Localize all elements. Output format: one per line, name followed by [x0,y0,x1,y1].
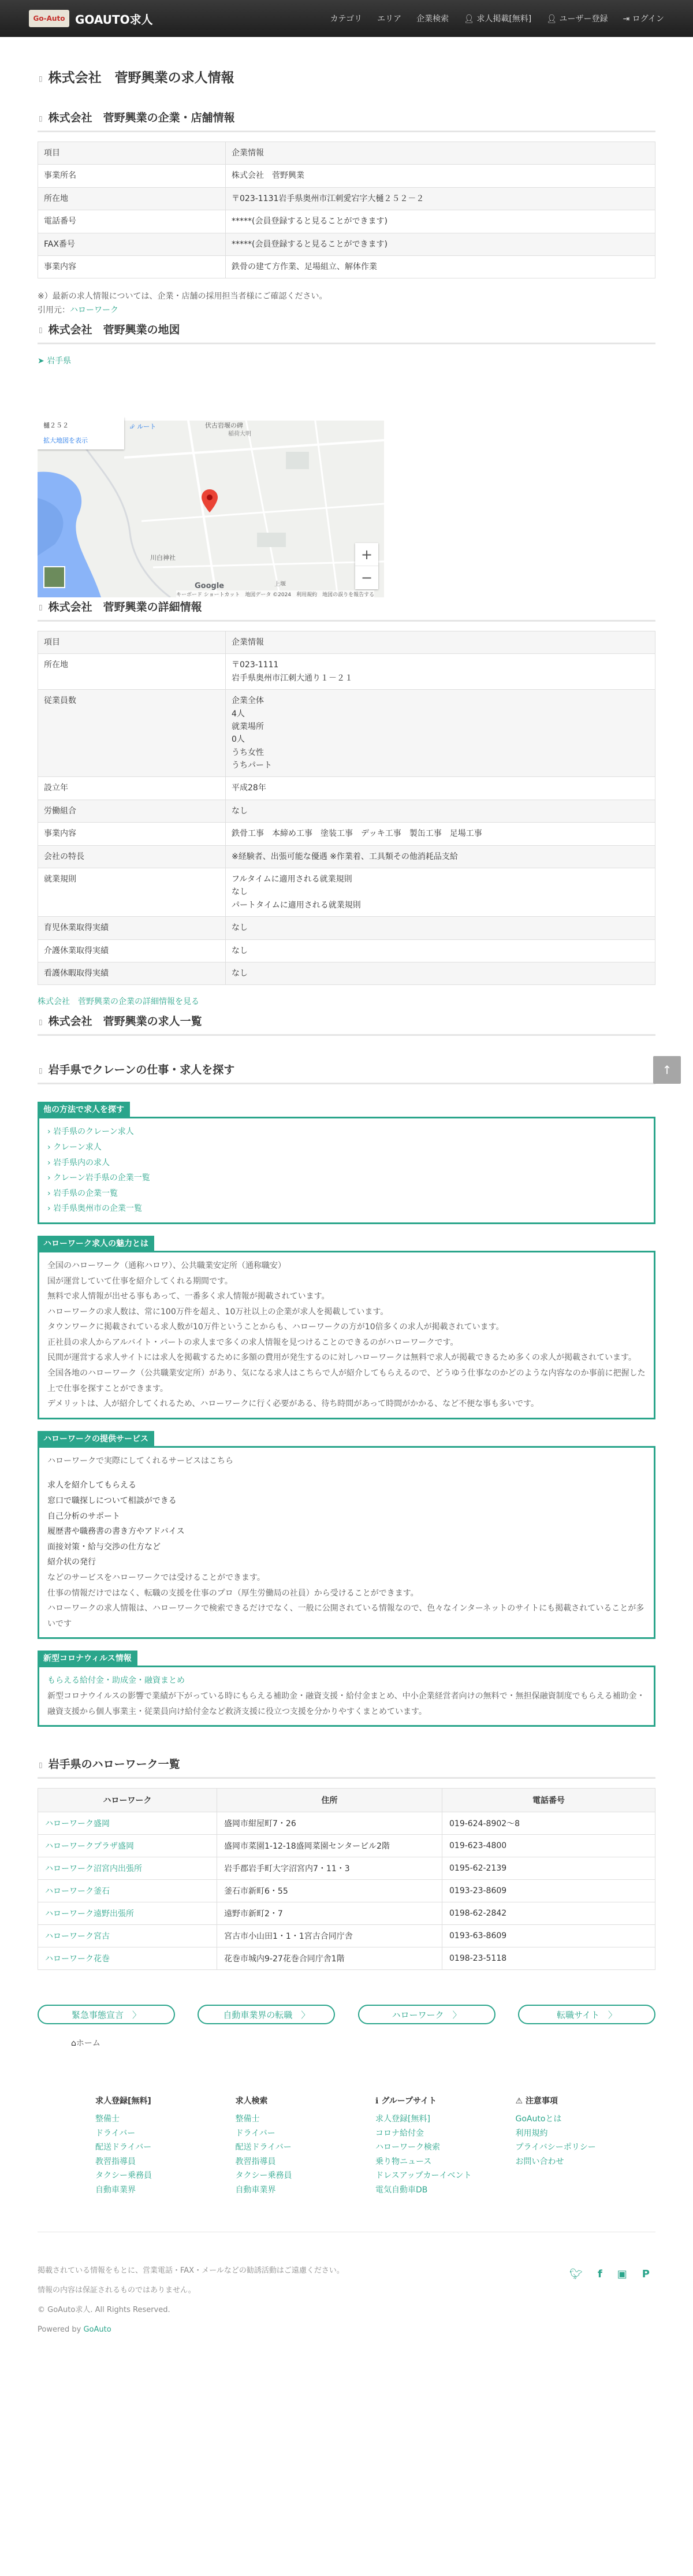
info-icon: ℹ [375,2097,382,2106]
row-key: 所在地 [38,187,226,210]
row-value-line: なし [232,946,248,956]
row-key: 会社の特長 [38,845,226,868]
nav-user-register[interactable]: 👤︎ ユーザー登録 [546,14,608,24]
row-value: 鉄骨の建て方作業、足場組立、解体作業 [226,255,655,278]
row-value [226,917,655,939]
table-row [38,631,655,653]
logo-image: Go-Auto [29,10,69,27]
row-key: 事業内容 [38,823,226,845]
hellowork-phone: 0195-62-2139 [442,1857,655,1880]
footer-link[interactable]: 求人登録[無料] [375,2114,430,2124]
footer-link[interactable]: ドレスアップカーイベント [375,2171,472,2181]
chevron-right-icon: › [47,1188,54,1198]
row-value-line: 4人 [232,709,245,719]
hellowork-link[interactable]: ハローワーク花巻 [45,1954,110,1964]
service-line: などのサービスをハローワークでは受けることができます。 [47,1573,265,1583]
footer-link[interactable]: ハローワーク検索 [375,2143,440,2153]
appeal-box [38,1251,655,1419]
source-link[interactable]: ハローワーク [70,306,118,315]
table-row [38,868,655,917]
appeal-line: 国が運営していて仕事を紹介してくれる期間です。 [47,1276,233,1286]
other-method-link[interactable]: › 岩手県のクレーン求人 [47,1127,134,1137]
row-key: 育児休業取得実績 [38,917,226,939]
table-row [38,1880,655,1902]
hellowork-link[interactable]: ハローワーク釜石 [45,1887,110,1897]
footer-link[interactable]: 自動車業界 [95,2185,136,2195]
source-note: 引用元：ハローワーク [38,306,118,315]
row-value [226,939,655,962]
breadcrumb [38,2037,655,2049]
row-value: 〒023-1131岩手県奥州市江刺愛宕字大樋２５２－２ [226,187,655,210]
hellowork-name-cell [38,1835,217,1857]
hellowork-name-cell [38,1925,217,1947]
service-item: 窓口で職探しについて相談ができる [47,1496,177,1506]
map-section-title: ▯ 株式会社 菅野興業の地図 [38,321,655,344]
chevron-right-icon: › [47,1204,54,1214]
table-row [38,917,655,939]
scroll-top-button[interactable] [653,1056,681,1084]
appeal-line: タウンワークに掲載されている求人数が10万件ということからも、ハローワークの方が10倍多くの求人が掲載されています。 [47,1322,504,1332]
footer-link[interactable]: GoAutoとは [515,2114,562,2124]
row-value: *****(会員登録すると見ることができます) [226,210,655,233]
table-row [38,654,655,690]
row-value: 企業情報 [226,142,655,165]
hellowork-link[interactable]: ハローワーク遠野出張所 [45,1909,134,1919]
service-box [38,1446,655,1640]
appeal-line: 無料で求人情報が出せる事もあって、一番多く求人情報が掲載されています。 [47,1292,330,1302]
row-value [226,690,655,777]
row-value [226,777,655,800]
site-logo[interactable] [29,10,153,27]
other-method-link[interactable]: › クレーン求人 [47,1142,102,1152]
table-row [38,939,655,962]
corona-text: 新型コロナウイルスの影響で業績が下がっている時にもらえる補助金・融資支援・給付金まとめ、中小企業経営者向けの無料で・無担保融資制度でもらえる補助金・融資支援から個人事業主・従業員向け給付金など救済支援に役立つ支援を分かりやすくまとめています。 [47,1691,645,1716]
row-value-line: なし [232,806,248,816]
nav-post-job[interactable]: 👤︎ 求人掲載[無料] [464,14,532,24]
table-row [38,777,655,800]
row-value-line: フルタイムに適用される就業規則 [232,875,352,884]
row-key: 設立年 [38,777,226,800]
corona-block [38,1651,655,1727]
chevron-right-icon: › [47,1127,54,1137]
column-header: 住所 [217,1789,442,1812]
footer-column [516,2095,656,2197]
detail-section-title: ▯ 株式会社 菅野興業の詳細情報 [38,599,655,622]
footer-column [95,2095,236,2197]
row-value [226,962,655,984]
footer-column-title: 求人検索 [235,2097,268,2106]
footer-link[interactable]: お問い合わせ [515,2157,564,2166]
logo-text: GOAUTO求人 [75,12,153,27]
footer-link[interactable]: 乗り物ニュース [375,2157,432,2166]
row-value-line: ※経験者、出張可能な優遇 ※作業着、工具類その他消耗品支給 [232,852,458,861]
row-value-line: なし [232,887,248,897]
hellowork-name-cell [38,1902,217,1925]
row-key: 介護休業取得実績 [38,939,226,962]
footer-link[interactable]: タクシー乗務員 [95,2171,152,2181]
row-value [226,845,655,868]
row-value-line: なし [232,923,248,933]
related-link-button[interactable]: 自動車業界の転職 〉 [198,2005,335,2024]
row-value [226,823,655,845]
nav-category[interactable]: カテゴリ [330,14,363,24]
powered-by: Powered by GoAuto [38,2325,111,2334]
breadcrumb-home[interactable]: ホーム [76,2039,100,2049]
footer-link[interactable]: タクシー乗務員 [235,2171,292,2181]
footer-link[interactable]: 教習指導員 [95,2157,136,2166]
hellowork-address: 釜石市新町6・55 [217,1880,442,1902]
service-item: 面接対策・給与交渉の仕方など [47,1542,161,1552]
hellowork-link[interactable]: ハローワークプラザ盛岡 [45,1842,134,1852]
table-row [38,1902,655,1925]
hellowork-address: 遠野市新町2・7 [217,1902,442,1925]
detail-more-link[interactable]: 株式会社 菅野興業の企業の詳細情報を見る [38,997,199,1007]
row-value-line: うちパート [232,761,272,771]
hellowork-phone: 0193-23-8609 [442,1880,655,1902]
service-line: 仕事の情報だけではなく、転職の支援を仕事のプロ（厚生労働局の社員）から受けることができます。 [47,1588,419,1598]
hellowork-link[interactable]: ハローワーク盛岡 [45,1819,110,1829]
row-key: 項目 [38,142,226,165]
footer-column-title: ℹ グループサイト [375,2097,437,2106]
row-key: 従業員数 [38,690,226,777]
row-value-line: なし [232,968,248,978]
warning-icon: ⚠ [515,2097,526,2106]
corona-box [38,1666,655,1727]
row-value [226,631,655,653]
instagram-icon[interactable]: ▣ [617,2268,627,2281]
related-link-button[interactable]: 緊急事態宣言 〉 [38,2005,175,2024]
zoom-in-icon[interactable]: + [360,546,373,563]
map-place-label: 稲荷大明 [228,430,251,437]
appeal-title: ハローワーク求人の魅力とは [38,1236,154,1251]
page-title: ▯ 株式会社 菅野興業の求人情報 [38,67,655,86]
row-value-line: うち女性 [232,748,264,757]
hellowork-link[interactable]: ハローワーク沼宮内出張所 [45,1864,142,1874]
related-link-button[interactable]: 転職サイト 〉 [518,2005,655,2024]
map-place-label: 伏古岩堰の碑 [205,421,243,429]
row-value-line: 0人 [232,735,245,745]
user-icon: 👤︎ [546,14,560,24]
row-value: 株式会社 菅野興業 [226,165,655,187]
route-icon: ⮵ [130,422,135,430]
service-item: 履歴書や職務書の書き方やアドバイス [47,1527,185,1537]
row-value-line: 鉄骨工事 本締め工事 塗装工事 デッキ工事 製缶工事 足場工事 [232,829,482,839]
jobs-section-title: ▯ 株式会社 菅野興業の求人一覧 [38,1013,655,1036]
hellowork-phone: 0198-23-5118 [442,1947,655,1970]
footer-column-title: ⚠ 注意事項 [515,2097,558,2106]
service-line: ハローワークの求人情報は、ハローワークで検索できるだけでなく、一般に公開されている情報なので、色々なインターネットのサイトにも掲載されていることが多いです [47,1604,644,1629]
footer-column-title: 求人登録[無料] [95,2097,151,2106]
table-row [38,142,655,165]
appeal-line: 民間が運営する求人サイトには求人を掲載するために多額の費用が発生するのに対しハローワークは無料で求人が掲載できるため多くの求人が掲載されています。 [47,1353,636,1363]
zoom-controls [355,543,378,589]
row-value-line: 企業全体 [232,696,264,706]
company-section-title: ▯ 株式会社 菅野興業の企業・店舗情報 [38,109,655,132]
google-map[interactable] [38,417,384,597]
row-key: 事業内容 [38,255,226,278]
chevron-right-icon: › [47,1158,54,1168]
hellowork-phone: 019-623-4800 [442,1835,655,1857]
location-row [38,355,655,366]
row-key: FAX番号 [38,233,226,255]
service-item: 求人を紹介してもらえる [47,1481,136,1490]
other-method-link[interactable]: › 岩手県奥州市の企業一覧 [47,1204,143,1214]
column-header: ハローワーク [38,1789,217,1812]
footer-link[interactable]: 配送ドライバー [235,2143,292,2153]
row-value-line: 岩手県奥州市江刺大通り１－２１ [232,673,353,683]
footer-links [38,2095,655,2197]
footer-link[interactable]: 利用規約 [515,2128,548,2138]
facebook-icon[interactable]: f [597,2268,602,2281]
appeal-line: 正社員の求人からアルバイト・パートの求人まで多くの求人情報を見つけることのできるのがハローワークです。 [47,1337,459,1347]
hellowork-name-cell [38,1857,217,1880]
pinterest-icon[interactable]: P [642,2268,650,2281]
row-value-line: 企業情報 [232,637,264,647]
login-icon: ⇥ [623,14,632,24]
appeal-line: 全国のハローワーク（通称ハロワ）、公共職業安定所（通称職安） [47,1261,286,1270]
table-row [38,187,655,210]
disclaimer-note: ※）最新の求人情報については、企業・店舗の採用担当者様にご確認ください。 [38,292,327,302]
other-methods-box [38,1117,655,1224]
row-key: 看護休暇取得実績 [38,962,226,984]
home-icon: ⌂ [71,2039,76,2049]
footer-bottom [38,2232,655,2339]
service-intro: ハローワークで実際にしてくれるサービスはこちら [47,1456,233,1466]
row-key: 労働組合 [38,800,226,822]
route-link[interactable]: ⮵ ルート [130,422,157,430]
row-value: *****(会員登録すると見ることができます) [226,233,655,255]
row-value [226,868,655,917]
other-method-link[interactable]: › 岩手県の企業一覧 [47,1188,118,1198]
nav-login[interactable]: ⇥ ログイン [623,14,664,24]
footer-disclaimer: 掲載されている情報をもとに、営業電話・FAX・メールなどの勧誘活動はご遠慮ください。 [38,2266,344,2276]
corona-link[interactable]: もらえる給付金・助成金・融資まとめ [47,1676,185,1686]
table-row [38,823,655,845]
hellowork-address: 花巻市城内9-27花巻合同庁舎1階 [217,1947,442,1970]
row-value-line: 〒023-1111 [232,660,279,670]
chevron-right-icon: › [47,1173,54,1183]
hellowork-phone: 0198-62-2842 [442,1902,655,1925]
table-row [38,690,655,777]
zoom-out-icon[interactable]: − [355,566,378,589]
row-value-line: 就業場所 [232,722,264,731]
footer-link[interactable]: ドライバー [95,2128,136,2138]
footer-link[interactable]: 電気自動車DB [375,2185,428,2195]
table-row [38,1857,655,1880]
other-method-link[interactable]: › クレーン岩手県の企業一覧 [47,1173,150,1183]
hellowork-address: 盛岡市菜園1-12-18盛岡菜園センタービル2階 [217,1835,442,1857]
map-place-label: 上堰 [274,581,286,588]
footer-link[interactable]: 整備士 [95,2114,120,2124]
row-value-line: 平成28年 [232,783,266,793]
map-marker-icon[interactable] [202,489,218,512]
row-key: 就業規則 [38,868,226,917]
main-nav [330,13,664,24]
map-info-card: 樋２５２ 拡大地図を表示 [38,417,124,449]
table-row [38,962,655,984]
table-row [38,210,655,233]
table-row [38,1812,655,1835]
nav-area[interactable]: エリア [377,14,402,24]
row-key: 電話番号 [38,210,226,233]
footer-column [375,2095,516,2197]
user-icon: 👤︎ [464,14,477,24]
table-row [38,1947,655,1970]
nav-company-search[interactable]: 企業検索 [416,14,449,24]
search-section-title: ▯ 岩手県でクレーンの仕事・求人を探す [38,1061,655,1084]
chevron-right-icon: › [47,1142,54,1152]
footer-link[interactable]: 自動車業界 [235,2185,276,2195]
service-item: 自己分析のサポート [47,1511,120,1521]
hellowork-name-cell [38,1947,217,1970]
hellowork-section-title: ▯ 岩手県のハローワーク一覧 [38,1756,655,1779]
hellowork-table [38,1788,655,1970]
twitter-icon[interactable]: 🐦︎ [569,2268,583,2281]
row-key: 項目 [38,631,226,653]
detail-info-table [38,631,655,985]
hellowork-name-cell [38,1812,217,1835]
company-info-table [38,142,655,278]
appeal-line: 全国各地のハローワーク（公共職業安定所）があり、気になる求人はこちらで人が紹介してもらえるので、どうゆう仕事なのかどのような内容なのか事前に把握した上で仕事を探すことができます。 [47,1369,646,1393]
table-row [38,255,655,278]
corona-title: 新型コロナウィルス情報 [38,1651,137,1666]
table-row [38,1925,655,1947]
hellowork-phone: 0193-63-8609 [442,1925,655,1947]
other-methods-title: 他の方法で求人を探す [38,1102,130,1117]
table-row [38,845,655,868]
site-header [0,0,693,37]
table-row [38,800,655,822]
footer-link[interactable]: コロナ給付金 [375,2128,424,2138]
hellowork-name-cell [38,1880,217,1902]
row-key: 所在地 [38,654,226,690]
satellite-toggle[interactable] [43,566,65,588]
footer-link[interactable]: プライバシーポリシー [515,2143,596,2153]
footer-link[interactable]: 配送ドライバー [95,2143,152,2153]
appeal-block [38,1236,655,1419]
copyright: © GoAuto求人. All Rights Reserved. [38,2305,170,2314]
powered-link[interactable]: GoAuto [83,2325,111,2334]
table-row [38,165,655,187]
row-value-line: パートタイムに適用される就業規則 [232,900,361,910]
enlarge-map-link[interactable]: 拡大地図を表示 [43,436,88,444]
row-value [226,654,655,690]
social-links [569,2261,650,2288]
footer-link[interactable]: 教習指導員 [235,2157,276,2166]
service-item: 紹介状の発行 [47,1558,96,1567]
arrow-up-icon: ↑ [662,1063,672,1077]
footer-link[interactable]: ドライバー [235,2128,275,2138]
service-block [38,1431,655,1640]
appeal-line: ハローワークの求人数は、常に100万件を超え、10万社以上の企業が求人を掲載しています。 [47,1307,389,1317]
table-row [38,1835,655,1857]
footer-disclaimer-2: 情報の内容は保証されるものではありません。 [38,2285,196,2295]
footer-link[interactable]: 整備士 [235,2114,260,2124]
service-title: ハローワークの提供サービス [38,1431,154,1446]
map-footer: キーボード ショートカット 地図データ ©2024 利用規約 地図の誤りを報告する [176,590,374,597]
related-link-button[interactable]: ハローワーク 〉 [358,2005,495,2024]
footer-column [236,2095,376,2197]
appeal-line: デメリットは、人が紹介してくれるため、ハローワークに行く必要がある、待ち時間があって時間がかかる、など不便な事も多いです。 [47,1399,539,1409]
map-place-label: 川白神社 [150,553,176,562]
table-row [38,233,655,255]
row-key: 事業所名 [38,165,226,187]
other-method-link[interactable]: › 岩手県内の求人 [47,1158,110,1168]
column-header: 電話番号 [442,1789,655,1812]
google-logo: Google [195,581,225,590]
hellowork-address: 岩手郡岩手町大字沼宮内7・11・3 [217,1857,442,1880]
hellowork-link[interactable]: ハローワーク宮古 [45,1932,110,1942]
hellowork-address: 盛岡市紺屋町7・26 [217,1812,442,1835]
other-methods-block [38,1102,655,1224]
hellowork-address: 宮古市小山田1・1・1宮古合同庁舎 [217,1925,442,1947]
location-link[interactable]: 岩手県 [47,356,72,366]
row-value [226,800,655,822]
location-pin-icon: ➤ [38,356,47,366]
hellowork-phone: 019-624-8902〜8 [442,1812,655,1835]
related-links [38,2005,655,2024]
